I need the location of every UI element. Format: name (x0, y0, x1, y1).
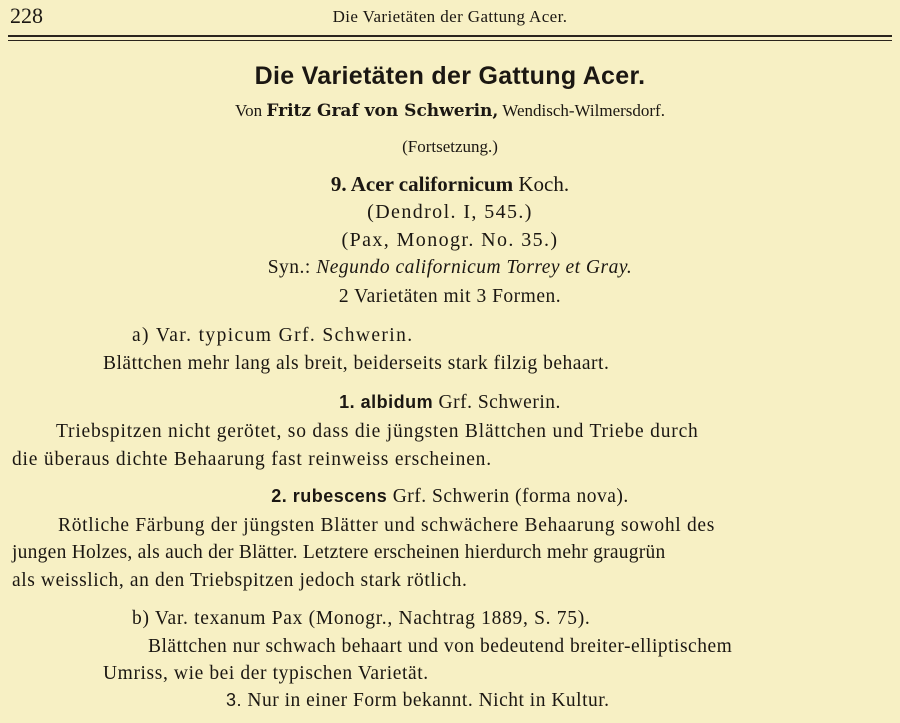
variety-a-heading: a) Var. typicum Grf. Schwerin. (132, 325, 414, 346)
form-1-authority: Grf. Schwerin. (438, 392, 561, 413)
byline (0, 101, 900, 121)
byline-author: Fritz Graf von Schwerin, (266, 101, 499, 121)
byline-place: Wendisch-Wilmersdorf. (502, 101, 665, 120)
byline-prefix: Von (235, 101, 263, 120)
article-title: Die Varietäten der Gattung Acer. (254, 62, 646, 90)
form-3-text: Nur in einer Form bekannt. Nicht in Kultur. (247, 690, 610, 711)
species-count: 2 Varietäten mit 3 Formen. (338, 286, 562, 307)
species-name: 9. Acer californicum (330, 172, 514, 196)
variety-b-text-line-2: Umriss, wie bei der typischen Varietät. (103, 663, 429, 684)
synonym-text: Negundo californicum Torrey et Gray. (316, 257, 633, 278)
species-synonym (0, 257, 900, 279)
form-3-number: 3. (226, 690, 243, 710)
form-1-name: 1. albidum (339, 392, 434, 412)
header-rule-thin (8, 40, 892, 41)
form-1-heading (0, 392, 900, 414)
synonym-label: Syn.: (267, 257, 311, 278)
species-heading (0, 172, 900, 197)
page-number: 228 (10, 3, 43, 28)
variety-b-text-line-1: Blättchen nur schwach behaart und von bedeutend breiter-elliptischem (148, 636, 733, 657)
form-2-text-line-2: jungen Holzes, als auch der Blätter. Letztere erscheinen hierdurch mehr graugrün (12, 542, 666, 563)
variety-a-description: Blättchen mehr lang als breit, beiderseits stark filzig behaart. (103, 353, 610, 374)
species-ref-pax: (Pax, Monogr. No. 35.) (341, 229, 559, 251)
species-authority: Koch. (518, 172, 570, 196)
form-1-text-line-2: die überaus dichte Behaarung fast reinweiss erscheinen. (12, 449, 492, 470)
continuation-note: (Fortsetzung.) (402, 137, 498, 156)
form-2-name: 2. rubescens (271, 486, 388, 506)
form-2-text-line-3: als weisslich, an den Triebspitzen jedoch stark rötlich. (12, 570, 468, 591)
form-3-line (226, 690, 610, 712)
form-2-text-line-1: Rötliche Färbung der jüngsten Blätter und schwächere Behaarung sowohl des (58, 515, 716, 536)
form-2-authority: Grf. Schwerin (forma nova). (392, 486, 629, 507)
running-title: Die Varietäten der Gattung Acer. (332, 7, 568, 26)
form-2-heading (0, 486, 900, 508)
header-rule-thick (8, 35, 892, 37)
species-ref-dendrol: (Dendrol. I, 545.) (367, 201, 533, 223)
variety-b-heading: b) Var. texanum Pax (Monogr., Nachtrag 1889, S. 75). (132, 608, 591, 629)
form-1-text-line-1: Triebspitzen nicht gerötet, so dass die jüngsten Blättchen und Triebe durch (56, 421, 699, 442)
